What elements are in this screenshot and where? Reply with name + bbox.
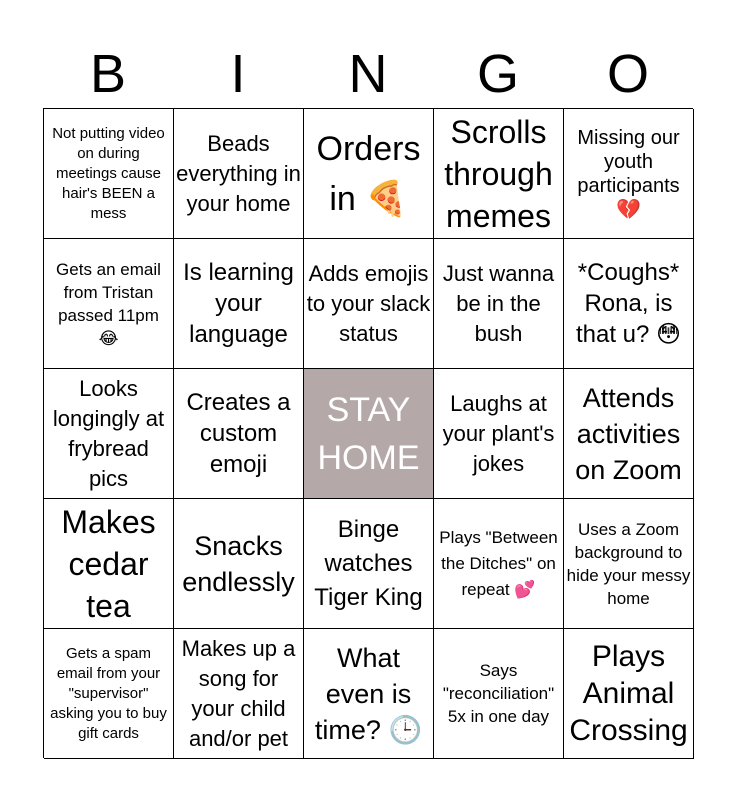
bingo-cell-o3[interactable] xyxy=(564,369,694,499)
bingo-cell-o5[interactable] xyxy=(564,629,694,759)
cell-text: Uses a Zoom background to hide your messy home xyxy=(566,519,691,608)
free-space-cell[interactable] xyxy=(304,369,434,499)
bingo-cell-o1[interactable] xyxy=(564,109,694,239)
bingo-cell-i3[interactable] xyxy=(174,369,304,499)
cell-text: *Coughs* Rona, is that u? 😳 xyxy=(575,259,682,348)
bingo-card-grid xyxy=(43,108,693,758)
bingo-cell-n4[interactable] xyxy=(304,499,434,629)
cell-text: Says "reconciliation" 5x in one day xyxy=(442,661,555,726)
header-letter-n: N xyxy=(348,44,388,104)
bingo-cell-n5[interactable] xyxy=(304,629,434,759)
cell-text: Binge watches Tiger King xyxy=(314,515,423,611)
bingo-cell-g3[interactable] xyxy=(434,369,564,499)
cell-text: Makes cedar tea xyxy=(61,503,156,624)
cell-text: Makes up a song for your child and/or pet xyxy=(181,635,296,751)
cell-text: Scrolls through memes xyxy=(444,113,553,234)
cell-text: Plays Animal Crossing xyxy=(569,640,688,747)
bingo-cell-n1[interactable] xyxy=(304,109,434,239)
bingo-cell-i5[interactable] xyxy=(174,629,304,759)
cell-text: Laughs at your plant's jokes xyxy=(442,390,555,476)
cell-text: What even is time? 🕒 xyxy=(314,642,423,745)
bingo-cell-o4[interactable] xyxy=(564,499,694,629)
bingo-cell-b3[interactable] xyxy=(44,369,174,499)
bingo-cell-b2[interactable] xyxy=(44,239,174,369)
header-letter-o: O xyxy=(606,44,649,104)
bingo-cell-n2[interactable] xyxy=(304,239,434,369)
cell-text: Attends activities on Zoom xyxy=(575,382,682,485)
header-letter-g: G xyxy=(476,44,519,104)
cell-text: Missing our youth participants 💔 xyxy=(577,126,680,221)
cell-text: Just wanna be in the bush xyxy=(442,260,555,346)
header-letter-b: B xyxy=(89,44,127,104)
cell-text: Plays "Between the Ditches" on repeat 💕 xyxy=(439,527,558,599)
cell-text: Not putting video on during meetings cause hair's BEEN a mess xyxy=(52,124,165,222)
cell-text: Creates a custom emoji xyxy=(186,389,291,478)
bingo-cell-b4[interactable] xyxy=(44,499,174,629)
bingo-cell-i4[interactable] xyxy=(174,499,304,629)
free-space-text: STAY HOME xyxy=(317,390,420,477)
cell-text: Snacks endlessly xyxy=(182,530,295,597)
cell-text: Looks longingly at frybread pics xyxy=(52,375,165,491)
bingo-cell-g4[interactable] xyxy=(434,499,564,629)
bingo-cell-o2[interactable] xyxy=(564,239,694,369)
bingo-cell-g1[interactable] xyxy=(434,109,564,239)
cell-text: Adds emojis to your slack status xyxy=(306,260,431,346)
cell-text: Orders in 🍕 xyxy=(316,129,421,218)
header-letter-i: I xyxy=(230,44,246,104)
cell-text: Gets a spam email from your "supervisor" asking you to buy gift cards xyxy=(50,644,167,742)
bingo-cell-i2[interactable] xyxy=(174,239,304,369)
bingo-cell-g2[interactable] xyxy=(434,239,564,369)
bingo-cell-b1[interactable] xyxy=(44,109,174,239)
bingo-cell-i1[interactable] xyxy=(174,109,304,239)
bingo-cell-g5[interactable] xyxy=(434,629,564,759)
cell-text: Gets an email from Tristan passed 11pm 😂 xyxy=(56,259,161,348)
bingo-cell-b5[interactable] xyxy=(44,629,174,759)
cell-text: Beads everything in your home xyxy=(176,130,301,216)
cell-text: Is learning your language xyxy=(183,259,294,348)
bingo-header xyxy=(43,40,693,108)
